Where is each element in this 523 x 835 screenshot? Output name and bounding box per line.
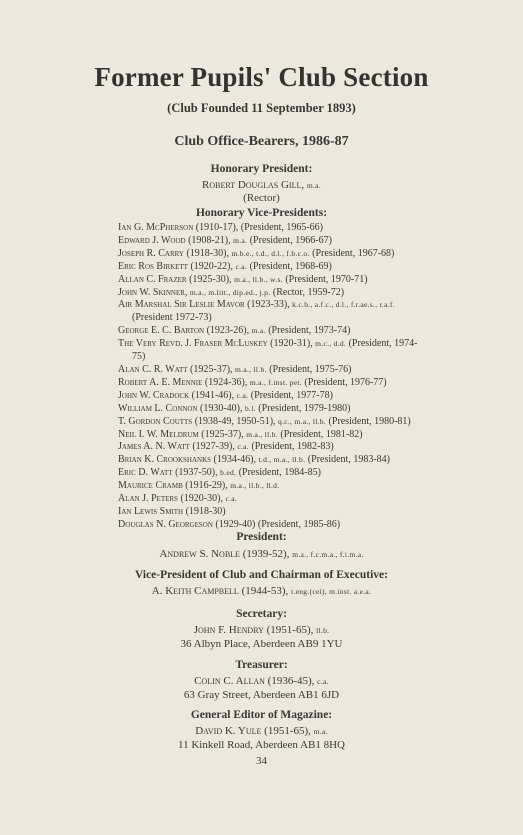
vice-president-entry	[118, 519, 418, 532]
vice-president-note: (President 1972-73)	[132, 312, 212, 324]
vice-president-post: b.ed.	[220, 468, 237, 478]
treasurer-post: c.a.	[317, 677, 329, 686]
vice-president-entry	[118, 416, 418, 429]
club-founded-subtitle: (Club Founded 11 September 1893)	[167, 101, 356, 115]
vice-president-name: Ian G. McPherson	[118, 222, 194, 233]
vice-president-note: (President, 1985-86)	[257, 518, 341, 530]
editor-name: David K. Yule	[195, 725, 262, 737]
vice-president-name: The Very Revd. J. Fraser McLuskey	[118, 338, 268, 350]
vice-president-years: (1930-40),	[200, 402, 243, 414]
vice-president-years: (1920-31),	[270, 338, 313, 350]
vice-president-post: q.c., m.a., ll.b.	[278, 416, 327, 426]
vice-president-note: (President, 1979-1980)	[258, 402, 351, 414]
honorary-president-role: (Rector)	[243, 192, 280, 204]
vice-president-post: m.a., m.litt., dip.ed., j.p.	[189, 287, 271, 297]
vice-president-entry	[118, 325, 418, 338]
vice-president-note: (President, 1984-85)	[238, 467, 321, 479]
vice-president-note: (President, 1973-74)	[268, 325, 351, 337]
vice-president-entry	[118, 493, 418, 506]
vice-president-name: James A. N. Watt	[118, 441, 190, 453]
vice-president-post: k.c.b., a.f.c., d.l., f.r.ae.s., r.a.f.	[292, 300, 395, 310]
vice-president-note: (Rector, 1959-72)	[272, 286, 345, 298]
vice-president-years: (1938-49, 1950-51),	[194, 415, 276, 427]
vice-president-name: Brian K. Crookshanks	[118, 454, 212, 466]
editor-years: (1951-65),	[264, 725, 311, 737]
vice-president-name: T. Gordon Coutts	[118, 415, 193, 427]
vice-president-years: (1924-36),	[204, 376, 248, 388]
vice-president-line	[0, 585, 523, 598]
vice-president-label: Vice-President of Club and Chairman of Executive:	[135, 569, 388, 581]
page-number: 34	[256, 755, 267, 767]
vice-president-post: m.a., ll.b.	[246, 429, 278, 439]
office-bearers-heading: Club Office-Bearers, 1986-87	[174, 134, 349, 149]
vice-president-post: m.b.e., t.d., d.l., f.b.c.o.	[231, 248, 310, 258]
vice-presidents-label: Honorary Vice-Presidents:	[195, 207, 328, 219]
vice-president-entry	[118, 222, 418, 235]
vice-president-note: (President, 1980-81)	[328, 415, 411, 427]
vice-president-name: Eric D. Watt	[118, 467, 173, 479]
vice-president-note: (President, 1981-82)	[280, 428, 363, 440]
president-label: President:	[236, 531, 287, 543]
vice-president-name: John W. Skinner,	[118, 286, 188, 298]
vice-president-note: (President, 1967-68)	[312, 247, 395, 259]
vice-president-note: (President, 1982-83)	[251, 441, 334, 453]
vice-president-post: c.a.	[236, 390, 249, 400]
vice-president-name: Air Marshal Sir Leslie Mavor	[118, 299, 245, 311]
vice-president-years: (1918-30)	[185, 505, 226, 517]
vice-president-entry	[118, 299, 418, 325]
vice-president-entry	[118, 506, 418, 519]
vice-president-entry	[118, 248, 418, 261]
vice-president-name: Allan C. Frazer	[118, 273, 187, 285]
vice-president-post: b.l.	[245, 403, 256, 413]
treasurer-label: Treasurer:	[235, 659, 288, 671]
vice-president-name: Douglas N. Georgeson	[118, 518, 213, 530]
vice-president-note: (President, 1975-76)	[269, 363, 352, 375]
honorary-president-name: Robert Douglas Gill	[202, 179, 302, 191]
vice-president-note: (President, 1966-67)	[249, 234, 332, 246]
vice-president-post: m.a.	[233, 235, 248, 245]
editor-label: General Editor of Magazine:	[190, 709, 333, 721]
vice-president-entry	[118, 480, 418, 493]
treasurer-address: 63 Gray Street, Aberdeen AB1 6JD	[183, 689, 340, 701]
vice-president-entry	[118, 454, 418, 467]
president-post: m.a., f.c.m.a., f.i.m.a.	[292, 550, 364, 559]
editor-address: 11 Kinkell Road, Aberdeen AB1 8HQ	[177, 739, 345, 751]
editor-post: m.a.	[313, 727, 328, 736]
vice-president-name: Alan J. Peters	[118, 493, 178, 505]
vice-president-note: (President, 1968-69)	[249, 260, 332, 272]
vice-president-entry	[118, 274, 418, 287]
vice-president-years: (1934-46),	[213, 454, 257, 466]
secretary-line	[0, 624, 523, 637]
vice-president-note: (President, 1970-71)	[285, 273, 368, 285]
vice-president-years: (1937-50),	[175, 467, 218, 479]
vice-president-name: William L. Connon	[118, 402, 198, 414]
secretary-years: (1951-65),	[266, 624, 314, 636]
vice-president-name: John W. Cradock	[118, 389, 190, 401]
vice-president-entry	[118, 338, 418, 364]
vice-president-entry	[118, 235, 418, 248]
vice-president-years: (1925-37),	[190, 363, 233, 375]
vice-president-note: (President, 1976-77)	[304, 376, 387, 388]
vice-president-name: Maurice Cramb	[118, 480, 183, 492]
vice-president-post: c.a.	[225, 494, 238, 504]
president-name: Andrew S. Noble	[159, 548, 240, 560]
vice-president-note: (President, 1983-84)	[307, 454, 390, 466]
vice-president-entry	[118, 377, 418, 390]
secretary-address: 36 Albyn Place, Aberdeen AB9 1YU	[180, 638, 343, 650]
vice-president-name: Neil I. W. Meldrum	[118, 428, 199, 440]
page-title: Former Pupils' Club Section	[94, 62, 429, 92]
vice-president-name: Edward J. Wood	[118, 234, 186, 246]
treasurer-name: Colin C. Allan	[194, 675, 265, 687]
vice-president-post: m.a., f.inst. pet.	[249, 377, 302, 387]
vice-president-years: (1923-33),	[247, 299, 290, 311]
vice-president-post: m.a., ll.b.	[235, 364, 267, 374]
vice-president-name: Eric Ros Birkett	[118, 260, 188, 272]
treasurer-line	[0, 675, 523, 688]
vice-president-entry	[118, 467, 418, 480]
vice-president-post: m.a., ll.b., ll.d.	[230, 481, 280, 491]
vice-presidents-list	[118, 222, 418, 532]
vice-president-years: (1927-39),	[192, 441, 235, 453]
vice-president-years: (1920-22),	[190, 260, 233, 272]
vice-president-post: m.c., d.d.	[315, 339, 347, 349]
vice-president-years: (1941-46),	[191, 389, 235, 401]
honorary-president-post: m.a.	[306, 181, 321, 190]
secretary-label: Secretary:	[236, 608, 287, 620]
vice-president-entry	[118, 441, 418, 454]
vice-president-name: A. Keith Campbell	[151, 585, 239, 597]
vice-president-post: m.a., ll.b., w.s.	[234, 274, 283, 284]
vice-president-years: (1929-40)	[215, 518, 256, 530]
vice-president-post: t.eng.(cei), m.inst. a.e.a.	[291, 587, 372, 596]
vice-president-note: (President, 1965-66)	[240, 222, 324, 233]
vice-president-years: (1944-53),	[241, 585, 289, 597]
vice-president-name: Alan C. R. Watt	[118, 363, 188, 375]
vice-president-name: George E. C. Barton	[118, 325, 205, 337]
vice-president-entry	[118, 403, 418, 416]
treasurer-years: (1936-45),	[267, 675, 315, 687]
honorary-president-name-line: Robert Douglas Gill, m.a.	[202, 179, 321, 191]
vice-president-years: (1918-30),	[186, 247, 229, 259]
vice-president-years: (1925-30),	[189, 273, 232, 285]
vice-president-note: (President, 1974-75)	[132, 338, 418, 363]
vice-president-entry	[118, 429, 418, 442]
vice-president-name: Robert A. E. Mennie	[118, 376, 203, 388]
vice-president-entry	[118, 364, 418, 377]
vice-president-years: (1925-37),	[201, 428, 244, 440]
vice-president-years: (1916-29),	[185, 480, 228, 492]
vice-president-years: (1920-30),	[180, 493, 223, 505]
secretary-post: ll.b.	[316, 626, 330, 635]
vice-president-entry	[118, 261, 418, 274]
vice-president-post: c.a.	[237, 442, 249, 452]
vice-president-years: (1908-21),	[188, 234, 231, 246]
president-line	[0, 548, 523, 561]
vice-president-name: Joseph R. Carry	[118, 247, 184, 259]
vice-president-years: (1910-17),	[195, 222, 239, 233]
vice-president-years: (1923-26),	[206, 325, 250, 337]
secretary-name: John F. Hendry	[193, 624, 264, 636]
vice-president-entry	[118, 287, 418, 300]
vice-president-post: t.d., m.a., ll.b.	[258, 455, 306, 465]
vice-president-name: Ian Lewis Smith	[118, 505, 184, 517]
vice-president-note: (President, 1977-78)	[250, 389, 333, 401]
vice-president-post: m.a.	[251, 326, 266, 336]
honorary-president-label: Honorary President:	[210, 163, 313, 175]
vice-president-entry	[118, 390, 418, 403]
vice-president-post: c.a.	[235, 261, 248, 271]
president-years: (1939-52),	[242, 548, 290, 560]
editor-line	[0, 725, 523, 738]
